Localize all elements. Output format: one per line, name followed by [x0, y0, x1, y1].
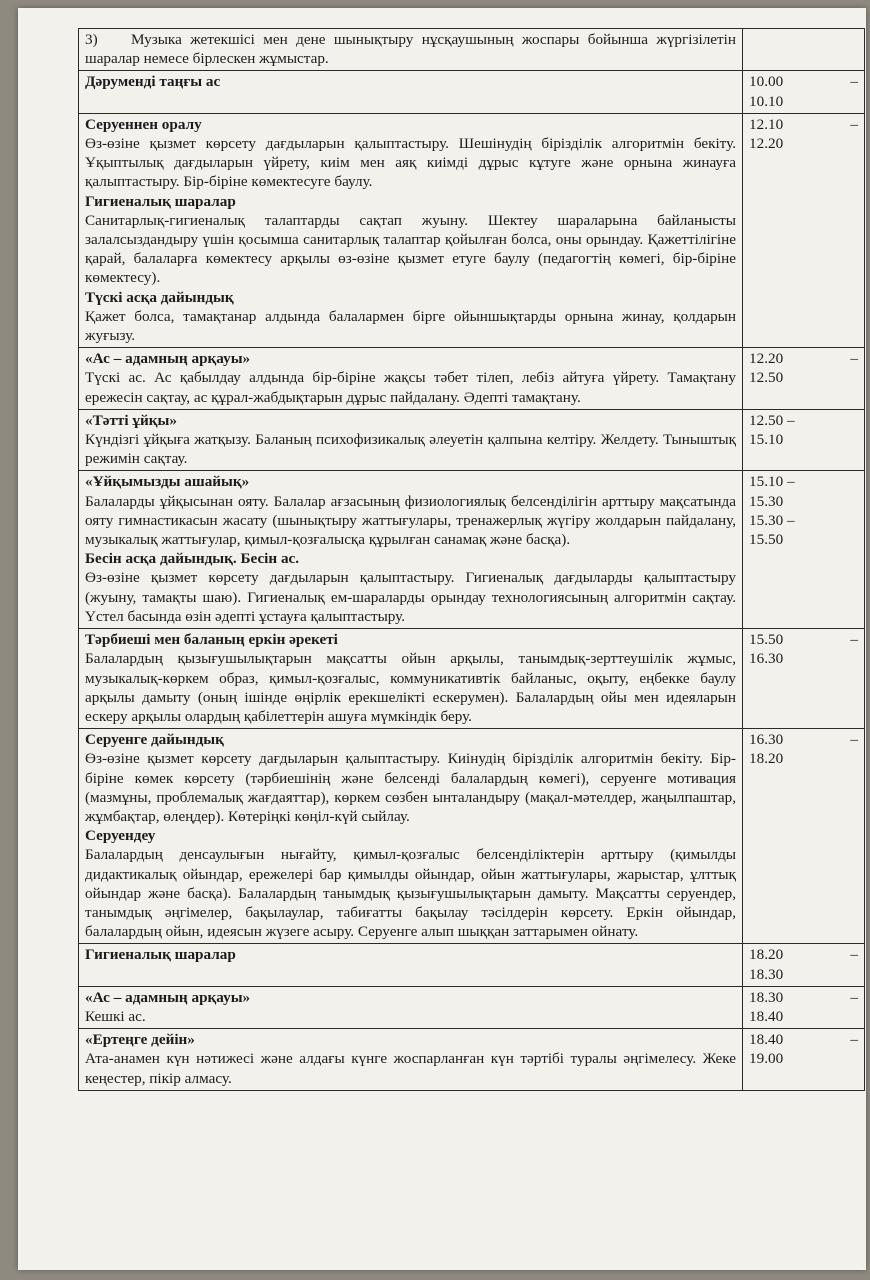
schedule-row	[79, 986, 865, 1028]
time-line	[749, 1030, 858, 1049]
activity-title: «Тәтті ұйқы»	[85, 411, 177, 429]
time-value: 12.50	[749, 369, 784, 387]
activity-title: «Ертеңге дейін»	[85, 1031, 195, 1049]
time-cell	[743, 113, 865, 347]
time-dash: –	[850, 73, 858, 91]
time-line	[749, 134, 858, 153]
activity-cell	[79, 629, 743, 729]
activity-cell	[79, 944, 743, 986]
activity-text: Ата-анамен күн нәтижесі және алдағы күнге жоспарланған күн тәртібі туралы әңгімелесу. Жеке кеңестер, пікір алмасу.	[85, 1050, 736, 1087]
time-value: 15.50	[749, 531, 784, 549]
time-cell	[743, 348, 865, 410]
time-value: 12.20	[749, 135, 784, 153]
time-dash: –	[850, 731, 858, 749]
activity-text: Өз-өзіне қызмет көрсету дағдыларын қалыптастыру. Киінудің біріздiлік алгоритмін бекіту. Бір-біріне көмек көрсету (тәрбиешінің және белсенді балалардың көмегі), серуенге мотивация (мазмұны, проблемалық жағдаяттар), көркем сөзбен ынталандыру (мақал-мәтелдер, жаңылпаштар, жұмбақтар, өлеңдер). Көтеріңкі көңіл-күй сыйлау.	[85, 750, 736, 825]
time-cell	[743, 71, 865, 113]
time-value: 15.10 –	[749, 473, 795, 491]
time-line	[749, 430, 858, 449]
schedule-row	[79, 729, 865, 944]
time-dash: –	[850, 631, 858, 649]
time-value: 10.00	[749, 73, 784, 91]
activity-text: Балалардың денсаулығын нығайту, қимыл-қозғалыс белсенділіктерін арттыру (қимылды дидактикалық ойындар, ережелері бар қимылды ойындар, ойын жаттығулары, жарыстар, ұлттық ойындар және басқа). Балалардың танымдық қызығушылықтарын дамыту. Мақсатты серуендер, танымдық әңгімелер, бақылаулар, табиғатты бақылау тәсілдерін көрсету. Еркін ойындар, балалардың ойын, идеясын жүзеге асыру. Серуенге алып шыққан заттарымен ойнату.	[85, 846, 736, 941]
activity-text: Балалардың қызығушылықтарын мақсатты ойын арқылы, танымдық-зерттеушілік жұмыс, музыкалық-көркем образ, қимыл-қозғалыс, коммуникативтік байланыс, оқыту, еңбекке баулу арқылы дамыту (оның ішінде өңірлік ерекшелікті ескерумен). Балалардың ойы мен идеяларын ескеру арқылы олардың қабілеттерін ашуға мүмкіндік беру.	[85, 650, 736, 725]
activity-title: Серуендеу	[85, 827, 156, 845]
time-value: 16.30	[749, 731, 784, 749]
time-value: 18.20	[749, 750, 784, 768]
activity-text: Санитарлық-гигиеналық талаптарды сақтап жуыну. Шектеу шараларына байланысты залалсыздандыру үшін қосымша санитарлық талаптар қойылған болса, оны орындау. Қажеттілігіне қарай, балаларға көмектесу арқылы өз-өзіне қызмет етуге баулу (педагогтің көмегі, бір-біріне көмектесу).	[85, 211, 736, 287]
time-value: 15.10	[749, 431, 784, 449]
time-line	[749, 1007, 858, 1026]
time-value: 19.00	[749, 1050, 784, 1068]
activity-title: Гигиеналық шаралар	[85, 946, 236, 964]
time-line	[749, 349, 858, 368]
document-page	[18, 8, 866, 1270]
schedule-row	[79, 113, 865, 347]
activity-title: «Ұйқымызды ашайық»	[85, 473, 250, 491]
schedule-row	[79, 1029, 865, 1091]
activity-title: Бесін асқа дайындық. Бесін ас.	[85, 550, 300, 568]
activity-text: Кешкі ас.	[85, 1007, 146, 1025]
activity-text: Қажет болса, тамақтанар алдында балалармен бірге ойыншықтарды орнына жинау, қолдарын жуғызу.	[85, 307, 736, 345]
activity-text: Күндізгі ұйқыға жатқызу. Баланың психофизикалық әлеуетін қалпына келтіру. Желдету. Тыныштық режимін сақтау.	[85, 431, 736, 468]
time-line	[749, 649, 858, 668]
time-line	[749, 730, 858, 749]
time-line	[749, 72, 858, 91]
time-value: 12.10	[749, 115, 784, 133]
intro-row	[79, 29, 865, 71]
time-line	[749, 411, 858, 430]
time-line	[749, 965, 858, 984]
time2-line	[749, 511, 858, 530]
time-value: 18.30	[749, 988, 784, 1006]
time-dash: –	[850, 1031, 858, 1049]
time-line	[749, 749, 858, 768]
activity-cell	[79, 986, 743, 1028]
time-line	[749, 115, 858, 134]
activity-cell	[79, 1029, 743, 1091]
time-value: 10.10	[749, 92, 784, 110]
activity-title: Серуеннен оралу	[85, 115, 202, 133]
time-value: 15.30	[749, 492, 784, 510]
time2-line	[749, 530, 858, 549]
activity-cell	[79, 729, 743, 944]
time-cell	[743, 944, 865, 986]
activity-text: Балаларды ұйқысынан ояту. Балалар ағзасының физиологиялық белсенділігін арттыру мақсатында ояту гимнастикасын жасату (шынықтыру жаттығулары, тренажерлық жүгіру жолдарын пайдалану, музыкалық жаттығулар, қимыл-қозғалысқа құрылған санамақ және басқа).	[85, 492, 736, 549]
activity-text: Өз-өзіне қызмет көрсету дағдыларын қалыптастыру. Гигиеналық дағдыларды қалыптастыру (жуыну, тамақты шаю). Гигиеналық ем-шараларды орындау технологиясының алгоритмін сақтау. Үстел басында өзін әдепті ұстауға қалыптастыру.	[85, 569, 736, 625]
activity-title: Түскі асқа дайындық	[85, 288, 234, 306]
time-cell	[743, 729, 865, 944]
time-line	[749, 630, 858, 649]
time-value: 15.50	[749, 631, 784, 649]
activity-text: Түскі ас. Ас қабылдау алдында бір-біріне жақсы тәбет тілеп, лебіз айтуға үйрету. Тамақтану ережесін сақтау, ас құрал-жабдықтарын дұрыс пайдалану. Әдепті тамақтану.	[85, 369, 736, 406]
intro-number: 3)	[85, 31, 98, 48]
time-value: 18.40	[749, 1007, 784, 1025]
time-line	[749, 988, 858, 1007]
time-cell	[743, 629, 865, 729]
time-dash: –	[850, 350, 858, 368]
intro-time-cell	[743, 29, 865, 71]
activity-title: «Ас – адамның арқауы»	[85, 988, 251, 1006]
time-line	[749, 492, 858, 511]
time-value: 18.20	[749, 946, 784, 964]
activity-cell	[79, 71, 743, 113]
time-value: 18.30	[749, 965, 784, 983]
time-value: 15.30 –	[749, 511, 795, 529]
intro-cell	[79, 29, 743, 71]
activity-cell	[79, 471, 743, 629]
time-line	[749, 472, 858, 491]
time-line	[749, 945, 858, 964]
time-cell	[743, 409, 865, 471]
time-value: 12.20	[749, 350, 784, 368]
time-cell	[743, 1029, 865, 1091]
activity-cell	[79, 113, 743, 347]
activity-title: Гигиеналық шаралар	[85, 192, 236, 210]
schedule-row	[79, 471, 865, 629]
activity-title: Серуенге дайындық	[85, 731, 224, 749]
schedule-row	[79, 71, 865, 113]
activity-title: «Ас – адамның арқауы»	[85, 350, 251, 368]
time-value: 16.30	[749, 650, 784, 668]
activity-cell	[79, 348, 743, 410]
schedule-row	[79, 409, 865, 471]
schedule-row	[79, 629, 865, 729]
schedule-table	[78, 28, 865, 1091]
activity-title: Дәрумендi таңғы ас	[85, 73, 221, 91]
time-value: 12.50 –	[749, 411, 795, 429]
schedule-row	[79, 944, 865, 986]
time-cell	[743, 471, 865, 629]
activity-title: Тәрбиеші мен баланың еркін әрекеті	[85, 631, 338, 649]
time-dash: –	[850, 115, 858, 133]
time-value: 18.40	[749, 1031, 784, 1049]
time-line	[749, 92, 858, 111]
time-line	[749, 368, 858, 387]
activity-cell	[79, 409, 743, 471]
time-dash: –	[850, 946, 858, 964]
activity-text: Өз-өзіне қызмет көрсету дағдыларын қалыптастыру. Шешінудің біріздiлік алгоритмін бекіту. Ұқыптылық дағдыларын үйрету, киім мен аяқ киімді дұрыс кұтуге және орнына жинауға қалыптастыру. Бір-біріне көмектесуге баулу.	[85, 135, 736, 191]
time-line	[749, 1049, 858, 1068]
time-cell	[743, 986, 865, 1028]
intro-text: Музыка жетекшісі мен дене шынықтыру нұсқаушының жоспары бойынша жүргізілетін шаралар немесе бірлескен жұмыстар.	[85, 31, 736, 68]
schedule-row	[79, 348, 865, 410]
time-dash: –	[850, 988, 858, 1006]
